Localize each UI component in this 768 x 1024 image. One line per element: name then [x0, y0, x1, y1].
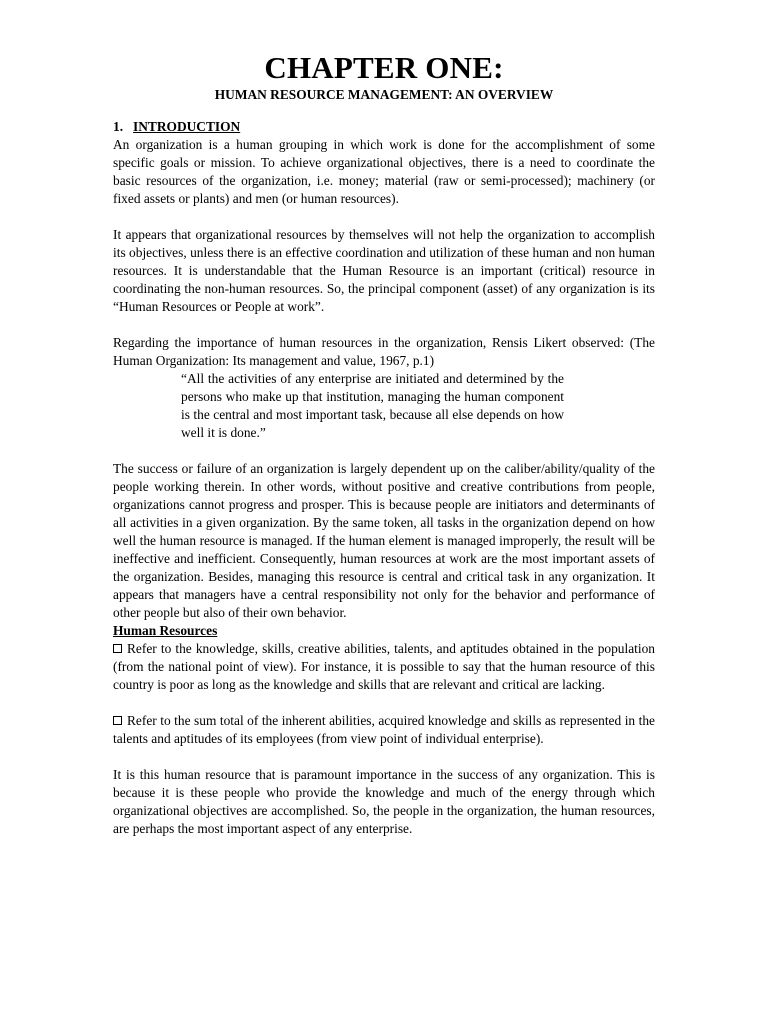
- bullet-item: [113, 712, 655, 748]
- paragraph-intro: An organization is a human grouping in which work is done for the accomplishment of some specific goals or mission. To achieve organizational objectives, there is a need to coordinate the basic resources of the organization, i.e. money; material (raw or semi-processed); machinery (or fixed assets or plants) and men (or human resources).: [113, 137, 655, 206]
- paragraph-resources: It appears that organizational resources by themselves will not help the organization to accomplish its objectives, unless there is an effective coordination and utilization of these human and non human resources. It is understandable that the Human Resource is an important (critical) resource in coordinating the non-human resources. So, the principal component (asset) of any organization is its “Human Resources or People at work”.: [113, 227, 655, 314]
- checkbox-square-icon: [113, 716, 122, 725]
- bullet-text: Refer to the sum total of the inherent abilities, acquired knowledge and skills as represented in the talents and aptitudes of its employees (from view point of individual enterprise).: [113, 713, 655, 746]
- chapter-subtitle: HUMAN RESOURCE MANAGEMENT: AN OVERVIEW: [214, 87, 554, 102]
- section-heading: [113, 118, 655, 136]
- bullet-text: Refer to the knowledge, skills, creative abilities, talents, and aptitudes obtained in the population (from the national point of view). For instance, it is possible to say that the human resource of this country is poor as long as the knowledge and skills that are relevant and critical are lacking.: [113, 641, 655, 692]
- bullet-item: [113, 640, 655, 694]
- checkbox-square-icon: [113, 644, 122, 653]
- document-page: [113, 50, 655, 838]
- paragraph-likert: Regarding the importance of human resources in the organization, Rensis Likert observed: (The Human Organization: Its management and value, 1967, p.1): [113, 335, 655, 368]
- likert-quote: “All the activities of any enterprise are initiated and determined by the persons who make up that institution, managing the human component is the central and most important task, because all else depends on how well it is done.”: [181, 371, 564, 440]
- section-number: 1.: [113, 119, 124, 134]
- paragraph-success: The success or failure of an organization is largely dependent up on the caliber/ability/quality of the people working therein. In other words, without positive and creative contributions from people, organizations cannot progress and prosper. This is because people are initiators and determinants of all activities in a given organization. By the same token, all tasks in the organization depend on how well the human resource is managed. If the human element is managed improperly, the result will be ineffective and inefficient. Consequently, human resources at work are the most important assets of the organization. Besides, managing this resource is central and critical task in any organization. It appears that managers have a central responsibility not only for the behavior and performance of other people but also of their own behavior.: [113, 461, 655, 620]
- human-resources-heading: Human Resources: [113, 623, 218, 638]
- paragraph-closing: It is this human resource that is paramount importance in the success of any organization. This is because it is these people who provide the knowledge and much of the energy through which organizational objectives are accomplished. So, the people in the organization, the human resources, are perhaps the most important aspect of any enterprise.: [113, 767, 655, 836]
- chapter-title: CHAPTER ONE:: [264, 50, 504, 85]
- section-title: INTRODUCTION: [133, 119, 241, 134]
